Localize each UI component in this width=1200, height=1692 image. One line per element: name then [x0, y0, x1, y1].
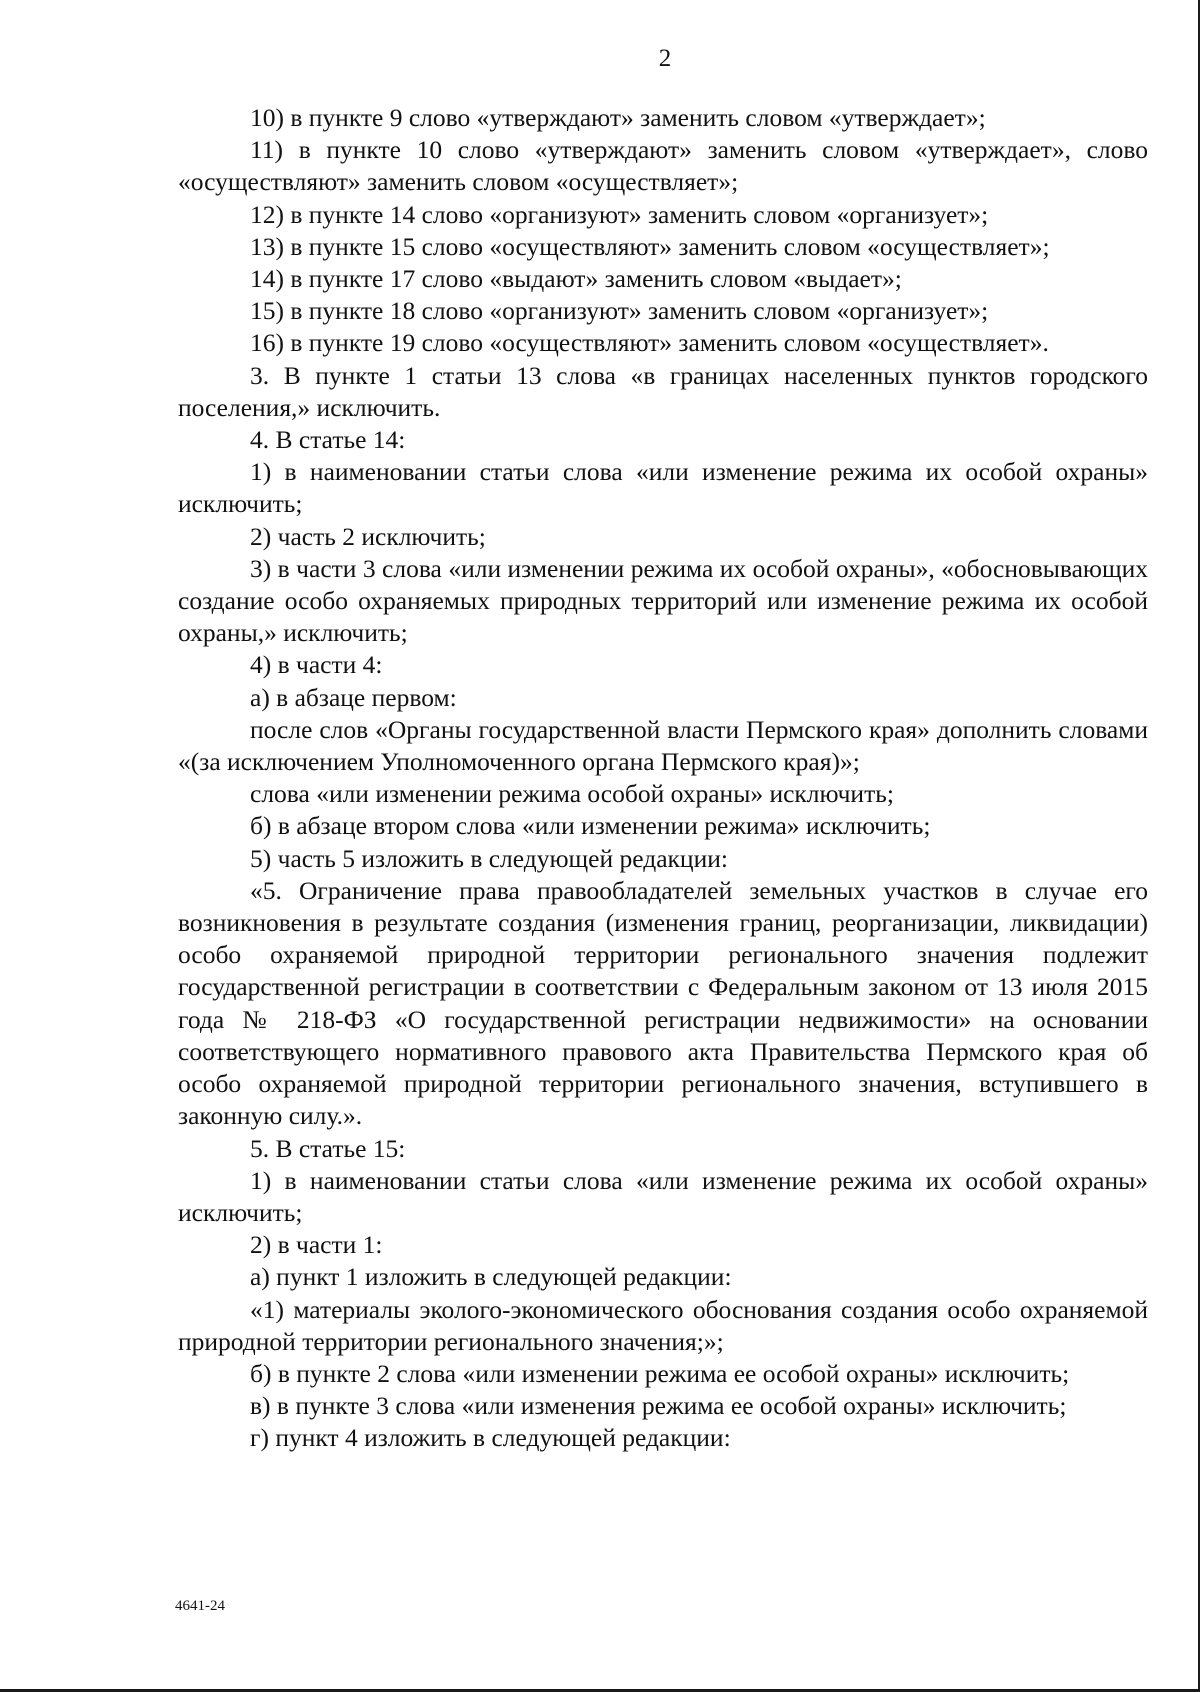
paragraph: 5. В статье 15:	[250, 1133, 406, 1163]
paragraph: 10) в пункте 9 слово «утверждают» заменить словом «утверждает»;	[250, 103, 986, 132]
paragraph: 14) в пункте 17 слово «выдают» заменить словом «выдает»;	[250, 264, 902, 294]
paragraph: 5) часть 5 изложить в следующей редакции:	[250, 843, 728, 873]
paragraph: 15) в пункте 18 слово «организуют» заменить словом «организует»;	[250, 296, 989, 326]
paragraph: 4. В статье 14:	[250, 425, 406, 455]
paragraph: а) пункт 1 изложить в следующей редакции:	[250, 1262, 732, 1292]
paragraph: 12) в пункте 14 слово «организуют» заменить словом «организует»;	[250, 199, 989, 229]
paragraph: 1) в наименовании статьи слова «или изменение режима их особой охраны» исключить;	[178, 457, 1148, 519]
page-number: 2	[658, 45, 672, 72]
paragraph: в) в пункте 3 слова «или изменения режима ее особой охраны» исключить;	[250, 1391, 1067, 1421]
document-code: 4641-24	[175, 1598, 225, 1614]
paragraph: 3. В пункте 1 статьи 13 слова «в границах населенных пунктов городского поселения,» исключить.	[178, 360, 1148, 422]
paragraph: 3) в части 3 слова «или изменении режима их особой охраны», «обосновывающих создание особо охраняемых природных территорий или изменение режима их особой охраны,» исключить;	[178, 553, 1148, 648]
paragraph: слова «или изменении режима особой охраны» исключить;	[250, 779, 894, 809]
paragraph: г) пункт 4 изложить в следующей редакции:	[250, 1423, 731, 1453]
document-body	[178, 102, 1148, 1455]
paragraph: после слов «Органы государственной власти Пермского края» дополнить словами «(за исключением Уполномоченного органа Пермского края)»;	[178, 714, 1148, 777]
paragraph: 2) часть 2 исключить;	[250, 521, 486, 551]
paragraph: 16) в пункте 19 слово «осуществляют» заменить словом «осуществляет».	[250, 328, 1049, 358]
paragraph: 2) в части 1:	[250, 1230, 383, 1260]
paragraph: б) в пункте 2 слова «или изменении режима ее особой охраны» исключить;	[250, 1358, 1070, 1388]
paragraph: а) в абзаце первом:	[250, 682, 457, 712]
paragraph: «5. Ограничение права правообладателей земельных участков в случае его возникновения в результате создания (изменения границ, реорганизации, ликвидации) особо охраняемой природной территории регионального значения подлежит государственной регистрации в соответствии с Федеральным законом от 13 июля 2015 года № 218-ФЗ «О государственной регистрации недвижимости» на основании соответствующего нормативного правового акта Правительства Пермского края об особо охраняемой природной территории регионального значения, вступившего в законную силу.».	[178, 875, 1148, 1131]
paragraph: 4) в части 4:	[250, 650, 383, 680]
paragraph: 11) в пункте 10 слово «утверждают» заменить словом «утверждает», слово «осуществляют» заменить словом «осуществляет»;	[178, 135, 1148, 197]
paragraph: б) в абзаце втором слова «или изменении режима» исключить;	[250, 811, 931, 841]
paragraph: «1) материалы эколого-экономического обоснования создания особо охраняемой природной территории регионального значения;»;	[178, 1294, 1148, 1356]
paragraph: 1) в наименовании статьи слова «или изменение режима их особой охраны» исключить;	[178, 1165, 1148, 1227]
paragraph: 13) в пункте 15 слово «осуществляют» заменить словом «осуществляет»;	[250, 231, 1050, 261]
